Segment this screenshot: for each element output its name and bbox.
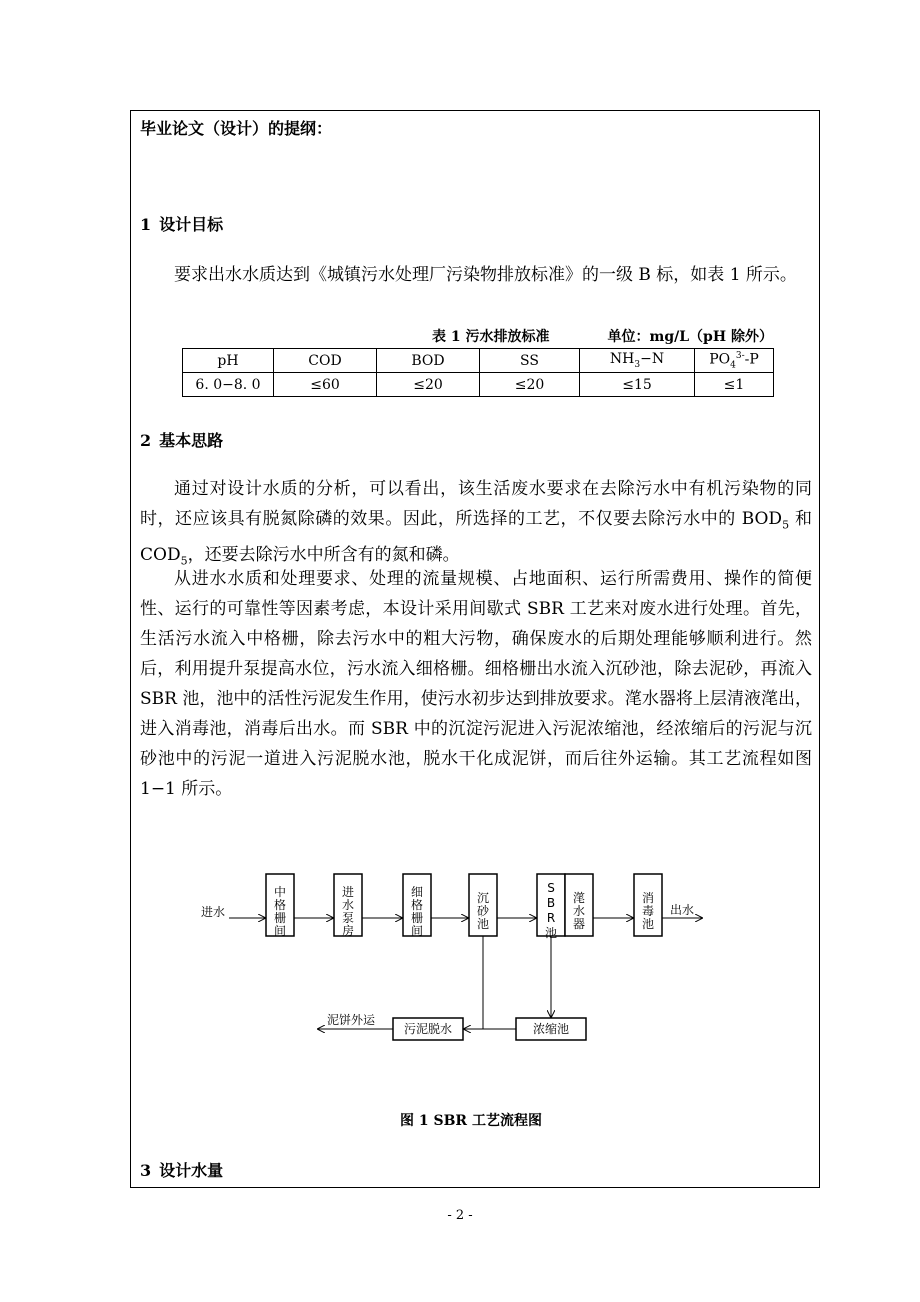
table-1-caption	[432, 326, 773, 346]
grit-chamber-label: 沉砂池	[476, 891, 490, 931]
section-3-heading	[140, 1158, 223, 1181]
value-nh3-n: ≤15	[580, 373, 695, 397]
table-value-row	[183, 373, 774, 397]
inlet-label: 进水	[201, 905, 226, 919]
table-header-row	[183, 349, 774, 373]
page-number: - 2 -	[447, 1208, 473, 1223]
cake-label: 泥饼外运	[327, 1013, 376, 1027]
sbr-tank-label: S B R 池	[544, 881, 558, 940]
section-1-number: 1	[140, 215, 152, 234]
header-ss: SS	[480, 349, 580, 373]
section-2-heading	[140, 428, 223, 451]
pump-house-label: 进水泵房	[341, 885, 355, 938]
value-bod: ≤20	[377, 373, 480, 397]
disinfection-tank-label: 消毒池	[641, 891, 655, 931]
table-1-unit: 单位：mg/L（pH 除外）	[607, 329, 773, 345]
table-1-title: 表 1 污水排放标准	[432, 329, 550, 345]
header-po4-p: $PO_4^{3-}-P$	[695, 349, 774, 373]
section-2-paragraph-1: 通过对设计水质的分析，可以看出，该生活废水要求在去除污水中有机污染物的同时，还应该具有脱氮除磷的效果。因此，所选择的工艺，不仅要去除污水中的 $BOD_5$ 和 $COD_5$，还要去除污水中所含有的氮和磷。	[140, 479, 813, 568]
figure-1-caption: 图 1 SBR 工艺流程图	[400, 1113, 542, 1129]
mid-screen-label: 中格栅间	[273, 885, 287, 938]
section-3-title: 设计水量	[159, 1161, 224, 1180]
header-nh3-n: $NH_3-N$	[580, 349, 695, 373]
section-3-number: 3	[140, 1161, 152, 1180]
discharge-standard-table	[182, 348, 774, 397]
header-ph: pH	[183, 349, 274, 373]
value-ph: 6. 0−8. 0	[183, 373, 274, 397]
section-1-heading	[140, 212, 223, 235]
sbr-process-flow-diagram	[195, 862, 725, 1052]
value-po4-p: ≤1	[695, 373, 774, 397]
value-cod: ≤60	[274, 373, 377, 397]
section-2-number: 2	[140, 431, 152, 450]
outlet-label: 出水	[670, 903, 695, 917]
outline-title: 毕业论文（设计）的提纲：	[140, 119, 333, 138]
dewater-label: 污泥脱水	[403, 1022, 453, 1036]
section-2-title: 基本思路	[159, 431, 224, 450]
thickener-label: 浓缩池	[532, 1022, 570, 1036]
section-1-paragraph: 要求出水水质达到《城镇污水处理厂污染物排放标准》的一级 B 标，如表 1 所示。	[174, 265, 797, 285]
fine-screen-label: 细格栅间	[410, 885, 424, 938]
value-ss: ≤20	[480, 373, 580, 397]
section-1-title: 设计目标	[159, 215, 224, 234]
header-cod: COD	[274, 349, 377, 373]
decanter-label: 滗水器	[572, 891, 586, 931]
header-bod: BOD	[377, 349, 480, 373]
section-2-paragraph-2: 从进水水质和处理要求、处理的流量规模、占地面积、运行所需费用、操作的简便性、运行的可靠性等因素考虑，本设计采用间歇式 SBR 工艺来对废水进行处理。首先，生活污水流入中格栅，除去污水中的粗大污物，确保废水的后期处理能够顺利进行。然后，利用提升泵提高水位，污水流入细格栅。细格栅出水流入沉砂池，除去泥砂，再流入 SBR 池，池中的活性污泥发生作用，使污水初步达到排放要求。滗水器将上层清液滗出，进入消毒池，消毒后出水。而 SBR 中的沉淀污泥进入污泥浓缩池，经浓缩后的污泥与沉砂池中的污泥一道进入污泥脱水池，脱水干化成泥饼，而后往外运输。其工艺流程如图 1−1 所示。	[140, 569, 812, 799]
